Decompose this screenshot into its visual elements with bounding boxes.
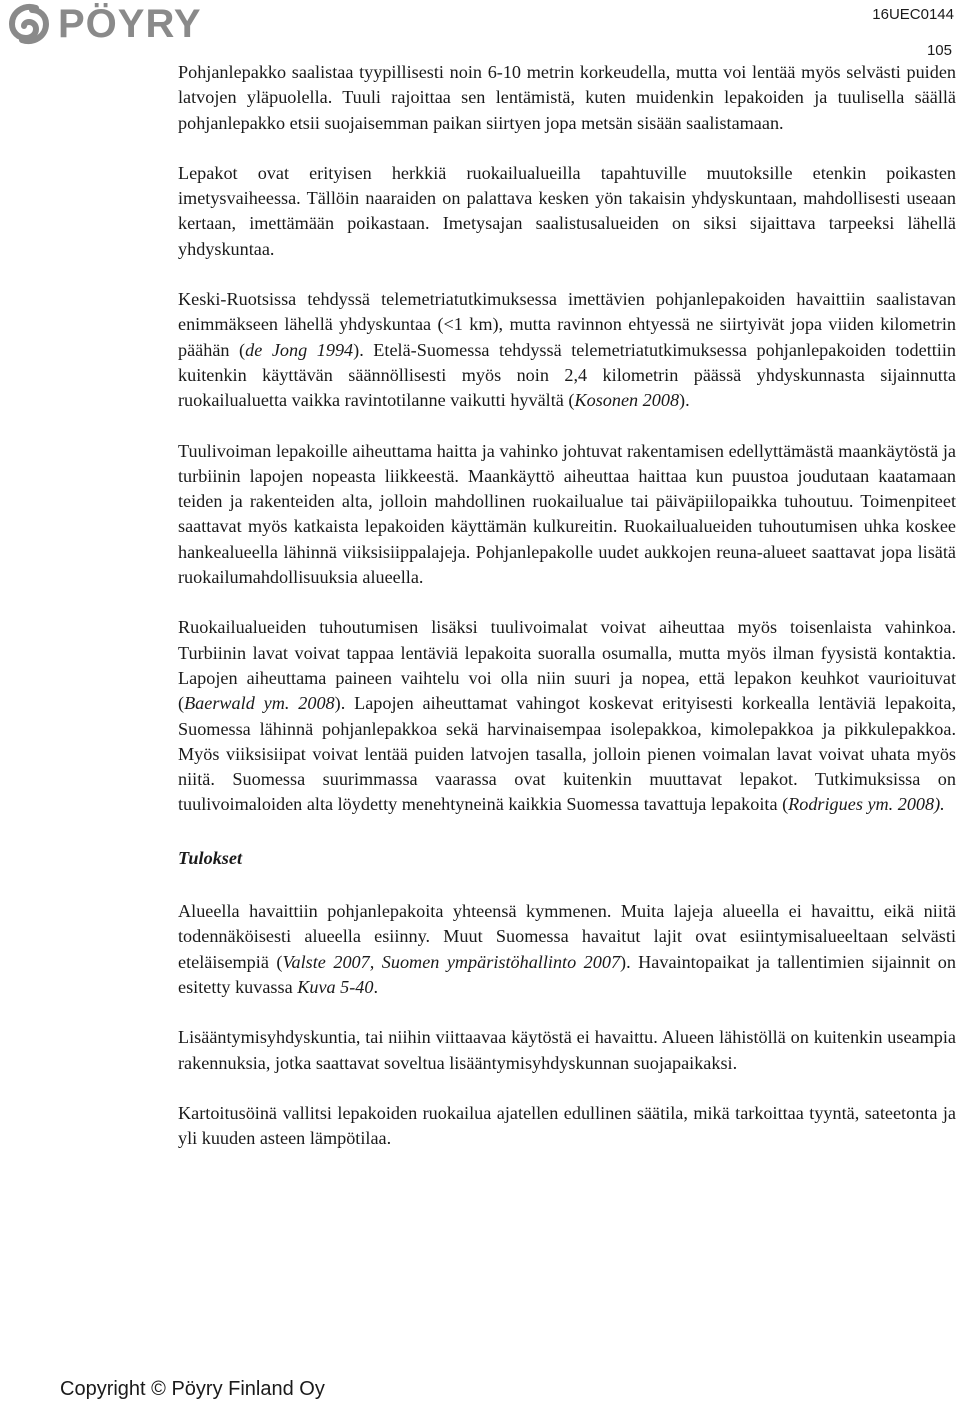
paragraph-5 — [178, 615, 956, 817]
paragraph-3-text-1: Keski-Ruotsissa tehdyssä telemetriatutkimuksessa imettävien pohjanlepakoiden havaittiin saalistavan enimmäkseen lähellä yhdyskuntaa (<1 km), mutta ravinnon ehtyessä ne siirtyivät jopa viiden kilometrin päähän ( — [178, 289, 956, 360]
section-heading-results: Tulokset — [178, 847, 242, 868]
footer-copyright: Copyright © Pöyry Finland Oy — [60, 1378, 325, 1400]
page-number: 105 — [926, 42, 952, 59]
citation-rodrigues: Rodrigues ym. 2008). — [788, 794, 945, 815]
paragraph-2: Lepakot ovat erityisen herkkiä ruokailualueilla tapahtuville muutoksille etenkin poikasten imetysvaiheessa. Tällöin naaraiden on palattava kesken yön takaisin yhdyskuntaan, mahdollisesti useaan kertaan, imettämään poikastaan. Imetysajan saalistusalueiden on siksi sijaittava tarpeeksi lähellä yhdyskuntaa. — [178, 162, 956, 259]
citation-kosonen: Kosonen 2008 — [574, 390, 680, 411]
figure-reference: Kuva 5-40 — [297, 976, 374, 997]
document-body — [178, 60, 956, 1151]
paragraph-6-text-3: . — [373, 976, 379, 997]
logo-wordmark: PÖYRY — [58, 2, 202, 46]
paragraph-3-text-2: ). Etelä-Suomessa tehdyssä telemetriatutkimuksessa pohjanlepakoiden todettiin kuitenkin käyttävän säännöllisesti myös noin 2,4 kilometrin päässä yhdyskunnasta sijainnutta ruokailualuetta vaikka ravintotilanne vaikutti hyvältä ( — [178, 339, 956, 411]
paragraph-3 — [178, 287, 956, 413]
poyry-swirl-icon — [6, 2, 52, 46]
paragraph-8: Kartoitusöinä vallitsi lepakoiden ruokailua ajatellen edullinen säätila, mikä tarkoittaa tyyntä, sateetonta ja yli kuuden asteen lämpötilaa. — [178, 1102, 956, 1149]
paragraph-5-text-2: ). Lapojen aiheuttamat vahingot koskevat erityisesti korkealla lentäviä lepakoita, Suomessa lähinnä pohjanlepakkoa sekä harvinaisempaa isolepakkoa, kimolepakkoa ja pikkulepakkoa. Myös viiksisiipat voivat lentää puiden latvojen tasalla, jolloin pienen voimalan lavat voivat uhata myös niitä. Suomessa suurimmassa vaarassa ovat kuitenkin muuttavat lepakot. Tutkimuksissa on tuulivoimaloiden alta löydetty menehtyneinä kaikkia Suomessa tavattuja lepakoita ( — [178, 693, 956, 815]
paragraph-6-text-1: Alueella havaittiin pohjanlepakoita yhteensä kymmenen. Muita lajeja alueella ei havaittu, eikä niitä todennäköisesti alueella esiinny. Muut Suomessa havaitut lajit ovat esiintymisalueeltaan selvästi eteläisempiä ( — [178, 901, 956, 972]
paragraph-5-text-1: Ruokailualueiden tuhoutumisen lisäksi tuulivoimalat voivat aiheuttaa myös toisenlaista vahinkoa. Turbiinin lavat voivat tappaa lentäviä lepakoita suoralla osumalla, mutta myös ilman fyysistä kontaktia. Lapojen aiheuttama paineen vaihtelu voi olla niin suuri ja nopea, että lepakon keuhkot vaurioituvat ( — [178, 617, 956, 714]
paragraph-3-text-3: ). — [679, 390, 690, 411]
paragraph-6-text-2: ). Havaintopaikat ja tallentimien sijainnit on esitetty kuvassa — [178, 951, 956, 997]
paragraph-4: Tuulivoiman lepakoille aiheuttama haitta ja vahinko johtuvat rakentamisen edellyttämästä maankäytöstä ja turbiinin lapojen nopeasta liikkeestä. Maankäyttö aiheuttaa haittaa kun puustoa joudutaan kaatamaan teiden ja rakenteiden alta, jolloin mahdollinen ruokailualue tai päiväpiilopaikka tuhoutuu. Toimenpiteet saattavat myös katkaista lepakoiden käyttämän kulkureitin. Ruokailualueiden tuhoutumisen uhka koskee hankealueella lähinnä viiksisiippalajeja. Pohjanlepakolle uudet aukkojen reuna-alueet saattavat jopa lisätä ruokailumahdollisuuksia alueella. — [178, 440, 956, 588]
citation-baerwald: Baerwald ym. 2008 — [184, 693, 335, 714]
document-code: 16UEC0144 — [872, 6, 954, 23]
citation-valste: Valste 2007, Suomen ympäristöhallinto 2007 — [282, 951, 621, 972]
paragraph-1: Pohjanlepakko saalistaa tyypillisesti noin 6-10 metrin korkeudella, mutta voi lentää myös selvästi puiden latvojen yläpuolella. Tuuli rajoittaa sen lentämistä, kuten muidenkin lepakoiden ja tuulisella säällä pohjanlepakko etsii suojaisemman paikan siirtyen jopa metsän sisään saalistamaan. — [178, 62, 956, 133]
citation-de-jong: de Jong 1994 — [245, 339, 354, 360]
paragraph-7: Lisääntymisyhdyskuntia, tai niihin viittaavaa käytöstä ei havaittu. Alueen lähistöllä on kuitenkin useampia rakennuksia, jotka saattavat soveltua lisääntymisyhdyskunnan suojapaikaksi. — [178, 1027, 956, 1073]
paragraph-6 — [178, 899, 956, 1000]
company-logo — [6, 2, 202, 46]
